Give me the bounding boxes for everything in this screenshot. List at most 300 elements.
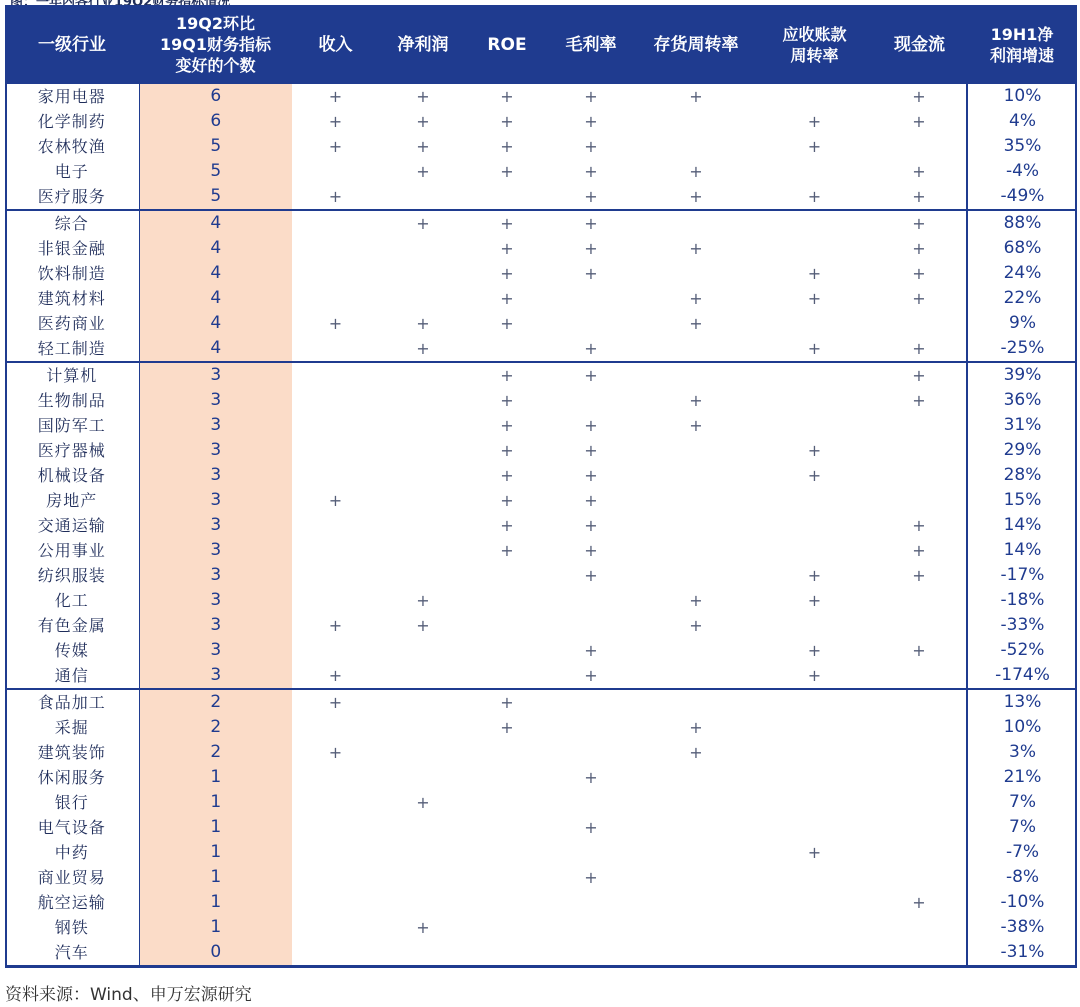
- ar-turnover-mark: [757, 865, 872, 890]
- inventory-turnover-mark: [635, 109, 757, 134]
- roe-mark: +: [500, 289, 514, 308]
- table-row: [5, 663, 1077, 689]
- table-row: [5, 840, 1077, 865]
- gross-margin-mark: +: [547, 362, 635, 388]
- col-header-improved-count-line2: 19Q1财务指标: [159, 35, 271, 54]
- industry-name: 纺织服装: [5, 563, 139, 588]
- improved-count: 4: [139, 336, 292, 362]
- net-profit-growth: 10%: [967, 715, 1077, 740]
- inventory-turnover-mark: +: [689, 289, 703, 308]
- cash-flow-mark: +: [912, 339, 926, 358]
- industry-name: 轻工制造: [5, 336, 139, 362]
- ar-turnover-mark: +: [807, 137, 822, 156]
- inventory-turnover-mark: +: [689, 416, 703, 435]
- roe-mark: [467, 663, 547, 689]
- cash-flow-mark: +: [912, 289, 926, 308]
- roe-mark: [467, 840, 547, 865]
- net-profit-mark: [379, 388, 467, 413]
- table-row: [5, 84, 1077, 109]
- table-row: [5, 413, 1077, 438]
- col-header-growth-line1: 19H1净: [990, 24, 1054, 44]
- industry-name: 公用事业: [5, 538, 139, 563]
- net-profit-mark: [379, 815, 467, 840]
- revenue-mark: [292, 815, 379, 840]
- roe-mark: [467, 336, 547, 362]
- roe-mark: +: [500, 718, 514, 737]
- roe-mark: +: [500, 137, 514, 156]
- net-profit-mark: [379, 715, 467, 740]
- cash-flow-mark: [872, 613, 967, 638]
- revenue-mark: +: [328, 743, 343, 762]
- ar-turnover-mark: [757, 915, 872, 940]
- roe-mark: [467, 815, 547, 840]
- industry-name: 采掘: [5, 715, 139, 740]
- revenue-mark: [292, 388, 379, 413]
- table-row: [5, 538, 1077, 563]
- improved-count: 3: [139, 513, 292, 538]
- net-profit-growth: 3%: [967, 740, 1077, 765]
- revenue-mark: [292, 840, 379, 865]
- improved-count: 1: [139, 890, 292, 915]
- net-profit-mark: [379, 840, 467, 865]
- cash-flow-mark: +: [912, 541, 926, 560]
- net-profit-growth: -8%: [967, 865, 1077, 890]
- net-profit-growth: 9%: [967, 311, 1077, 336]
- improved-count: 1: [139, 840, 292, 865]
- ar-turnover-mark: [757, 159, 872, 184]
- inventory-turnover-mark: +: [689, 87, 703, 106]
- cash-flow-mark: [872, 790, 967, 815]
- industry-name: 医疗服务: [5, 184, 139, 210]
- net-profit-mark: +: [416, 918, 430, 937]
- gross-margin-mark: +: [584, 112, 598, 131]
- roe-mark: +: [500, 112, 514, 131]
- net-profit-growth: 7%: [967, 790, 1077, 815]
- ar-turnover-mark: +: [807, 339, 822, 358]
- net-profit-growth: 21%: [967, 765, 1077, 790]
- cash-flow-mark: [872, 438, 967, 463]
- net-profit-mark: [379, 890, 467, 915]
- inventory-turnover-mark: +: [689, 391, 703, 410]
- gross-margin-mark: +: [584, 416, 598, 435]
- gross-margin-mark: +: [547, 210, 635, 236]
- improved-count: 3: [139, 413, 292, 438]
- table-header: [5, 5, 1077, 84]
- roe-mark: [467, 790, 547, 815]
- table-row: [5, 336, 1077, 362]
- revenue-mark: [292, 538, 379, 563]
- industry-name: 建筑材料: [5, 286, 139, 311]
- cash-flow-mark: +: [912, 516, 926, 535]
- net-profit-mark: [379, 538, 467, 563]
- improved-count: 5: [139, 159, 292, 184]
- improved-count: 5: [139, 184, 292, 210]
- improved-count: 1: [139, 815, 292, 840]
- net-profit-mark: [379, 463, 467, 488]
- inventory-turnover-mark: +: [689, 591, 703, 610]
- cash-flow-mark: [872, 413, 967, 438]
- industry-name: 汽车: [5, 940, 139, 967]
- ar-turnover-mark: [757, 689, 872, 715]
- net-profit-mark: +: [416, 591, 430, 610]
- inventory-turnover-mark: [635, 513, 757, 538]
- gross-margin-mark: [547, 588, 635, 613]
- gross-margin-mark: +: [584, 768, 598, 787]
- cash-flow-mark: [872, 865, 967, 890]
- net-profit-growth: -10%: [967, 890, 1077, 915]
- revenue-mark: [292, 159, 379, 184]
- financial-indicator-table: [5, 5, 1077, 968]
- gross-margin-mark: +: [584, 239, 598, 258]
- industry-name: 国防军工: [5, 413, 139, 438]
- industry-name: 家用电器: [5, 84, 139, 109]
- cash-flow-mark: [872, 463, 967, 488]
- revenue-mark: [292, 236, 379, 261]
- inventory-turnover-mark: [635, 563, 757, 588]
- revenue-mark: [292, 362, 379, 388]
- net-profit-growth: 4%: [967, 109, 1077, 134]
- industry-name: 综合: [5, 210, 139, 236]
- net-profit-mark: [379, 236, 467, 261]
- industry-name: 电子: [5, 159, 139, 184]
- net-profit-growth: -18%: [967, 588, 1077, 613]
- improved-count: 3: [139, 638, 292, 663]
- gross-margin-mark: +: [584, 339, 598, 358]
- col-header-revenue: 收入: [292, 5, 379, 84]
- roe-mark: +: [467, 689, 547, 715]
- improved-count: 3: [139, 563, 292, 588]
- inventory-turnover-mark: +: [689, 616, 703, 635]
- roe-mark: [467, 765, 547, 790]
- net-profit-growth: 22%: [967, 286, 1077, 311]
- cash-flow-mark: +: [912, 893, 926, 912]
- table-row: [5, 261, 1077, 286]
- cash-flow-mark: [872, 311, 967, 336]
- gross-margin-mark: +: [584, 137, 598, 156]
- roe-mark: [467, 184, 547, 210]
- inventory-turnover-mark: [635, 940, 757, 967]
- roe-mark: [467, 740, 547, 765]
- gross-margin-mark: +: [584, 187, 598, 206]
- revenue-mark: [292, 940, 379, 967]
- gross-margin-mark: [547, 890, 635, 915]
- table-row: [5, 588, 1077, 613]
- roe-mark: [467, 940, 547, 967]
- revenue-mark: [292, 915, 379, 940]
- ar-turnover-mark: +: [807, 441, 822, 460]
- inventory-turnover-mark: [635, 488, 757, 513]
- net-profit-growth: -38%: [967, 915, 1077, 940]
- gross-margin-mark: [547, 689, 635, 715]
- improved-count: 5: [139, 134, 292, 159]
- industry-name: 化工: [5, 588, 139, 613]
- table-row: [5, 563, 1077, 588]
- col-header-industry: 一级行业: [5, 5, 139, 84]
- table-row: [5, 109, 1077, 134]
- table-row: [5, 815, 1077, 840]
- inventory-turnover-mark: [635, 840, 757, 865]
- ar-turnover-mark: +: [807, 264, 822, 283]
- gross-margin-mark: +: [584, 516, 598, 535]
- col-header-improved-count-line1: 19Q2环比: [175, 14, 255, 33]
- net-profit-growth: -25%: [967, 336, 1077, 362]
- gross-margin-mark: +: [584, 666, 598, 685]
- roe-mark: +: [500, 264, 514, 283]
- ar-turnover-mark: +: [807, 591, 822, 610]
- industry-name: 中药: [5, 840, 139, 865]
- net-profit-growth: -33%: [967, 613, 1077, 638]
- industry-name: 银行: [5, 790, 139, 815]
- inventory-turnover-mark: [635, 438, 757, 463]
- net-profit-growth: 15%: [967, 488, 1077, 513]
- improved-count: 4: [139, 236, 292, 261]
- inventory-turnover-mark: [635, 261, 757, 286]
- inventory-turnover-mark: +: [689, 743, 703, 762]
- industry-name: 钢铁: [5, 915, 139, 940]
- table-row: [5, 940, 1077, 967]
- net-profit-mark: [379, 638, 467, 663]
- improved-count: 0: [139, 940, 292, 967]
- improved-count: 3: [139, 538, 292, 563]
- net-profit-growth: 14%: [967, 513, 1077, 538]
- gross-margin-mark: +: [584, 264, 598, 283]
- table-row: [5, 740, 1077, 765]
- cash-flow-mark: [872, 765, 967, 790]
- revenue-mark: +: [292, 689, 379, 715]
- revenue-mark: +: [328, 616, 343, 635]
- improved-count: 3: [139, 613, 292, 638]
- net-profit-mark: +: [416, 793, 430, 812]
- cash-flow-mark: +: [872, 362, 967, 388]
- inventory-turnover-mark: [635, 463, 757, 488]
- table-row: [5, 689, 1077, 715]
- industry-name: 计算机: [5, 362, 139, 388]
- industry-name: 医药商业: [5, 311, 139, 336]
- revenue-mark: [292, 865, 379, 890]
- inventory-turnover-mark: +: [689, 162, 703, 181]
- col-header-ar-turnover-line2: 周转率: [790, 45, 839, 65]
- revenue-mark: [292, 513, 379, 538]
- ar-turnover-mark: [757, 513, 872, 538]
- net-profit-mark: [379, 563, 467, 588]
- inventory-turnover-mark: [635, 865, 757, 890]
- revenue-mark: [292, 765, 379, 790]
- revenue-mark: [292, 563, 379, 588]
- roe-mark: +: [500, 162, 514, 181]
- revenue-mark: [292, 463, 379, 488]
- revenue-mark: [292, 261, 379, 286]
- roe-mark: +: [500, 466, 514, 485]
- net-profit-growth: 28%: [967, 463, 1077, 488]
- industry-name: 电气设备: [5, 815, 139, 840]
- table-row: [5, 362, 1077, 388]
- cash-flow-mark: +: [912, 87, 926, 106]
- revenue-mark: +: [328, 666, 343, 685]
- ar-turnover-mark: +: [807, 566, 822, 585]
- improved-count: 4: [139, 261, 292, 286]
- net-profit-mark: [379, 689, 467, 715]
- cash-flow-mark: [872, 915, 967, 940]
- inventory-turnover-mark: +: [689, 314, 703, 333]
- industry-name: 建筑装饰: [5, 740, 139, 765]
- gross-margin-mark: [547, 940, 635, 967]
- improved-count: 3: [139, 438, 292, 463]
- table-row: [5, 388, 1077, 413]
- table-row: [5, 134, 1077, 159]
- net-profit-growth: 88%: [967, 210, 1077, 236]
- table-row: [5, 865, 1077, 890]
- net-profit-mark: +: [416, 339, 430, 358]
- improved-count: 2: [139, 689, 292, 715]
- revenue-mark: [292, 890, 379, 915]
- ar-turnover-mark: [757, 236, 872, 261]
- industry-name: 航空运输: [5, 890, 139, 915]
- gross-margin-mark: +: [584, 641, 598, 660]
- inventory-turnover-mark: [635, 663, 757, 689]
- improved-count: 3: [139, 388, 292, 413]
- source-note: 资料来源：Wind、申万宏源研究: [5, 985, 252, 1005]
- gross-margin-mark: [547, 388, 635, 413]
- improved-count: 4: [139, 210, 292, 236]
- improved-count: 4: [139, 311, 292, 336]
- inventory-turnover-mark: +: [689, 239, 703, 258]
- industry-name: 休闲服务: [5, 765, 139, 790]
- industry-name: 有色金属: [5, 613, 139, 638]
- net-profit-mark: [379, 765, 467, 790]
- ar-turnover-mark: [757, 538, 872, 563]
- cash-flow-mark: [872, 715, 967, 740]
- net-profit-growth: -4%: [967, 159, 1077, 184]
- ar-turnover-mark: [757, 890, 872, 915]
- inventory-turnover-mark: +: [689, 718, 703, 737]
- industry-name: 农林牧渔: [5, 134, 139, 159]
- net-profit-growth: 7%: [967, 815, 1077, 840]
- inventory-turnover-mark: [635, 815, 757, 840]
- ar-turnover-mark: [757, 613, 872, 638]
- roe-mark: +: [500, 391, 514, 410]
- cash-flow-mark: [872, 740, 967, 765]
- gross-margin-mark: [547, 915, 635, 940]
- net-profit-mark: [379, 438, 467, 463]
- net-profit-mark: +: [416, 616, 430, 635]
- improved-count: 2: [139, 715, 292, 740]
- revenue-mark: [292, 638, 379, 663]
- inventory-turnover-mark: [635, 638, 757, 663]
- table-row: [5, 236, 1077, 261]
- col-header-improved-count-line3: 变好的个数: [175, 56, 256, 75]
- inventory-turnover-mark: [635, 362, 757, 388]
- table-row: [5, 210, 1077, 236]
- gross-margin-mark: +: [584, 541, 598, 560]
- net-profit-mark: [379, 663, 467, 689]
- improved-count: 4: [139, 286, 292, 311]
- col-header-growth-line2: 利润增速: [989, 45, 1054, 65]
- ar-turnover-mark: [757, 488, 872, 513]
- inventory-turnover-mark: [635, 790, 757, 815]
- roe-mark: +: [500, 87, 514, 106]
- improved-count: 1: [139, 865, 292, 890]
- gross-margin-mark: +: [584, 87, 598, 106]
- ar-turnover-mark: [757, 815, 872, 840]
- table-row: [5, 890, 1077, 915]
- improved-count: 6: [139, 84, 292, 109]
- table-body: [5, 84, 1077, 967]
- roe-mark: [467, 563, 547, 588]
- industry-name: 非银金融: [5, 236, 139, 261]
- cash-flow-mark: [872, 689, 967, 715]
- cash-flow-mark: +: [912, 239, 926, 258]
- col-header-ar-turnover-line1: 应收账款: [782, 24, 847, 44]
- roe-mark: +: [500, 416, 514, 435]
- industry-name: 通信: [5, 663, 139, 689]
- net-profit-mark: [379, 940, 467, 967]
- industry-name: 机械设备: [5, 463, 139, 488]
- net-profit-growth: -174%: [967, 663, 1077, 689]
- cash-flow-mark: [872, 663, 967, 689]
- ar-turnover-mark: [757, 740, 872, 765]
- improved-count: 3: [139, 362, 292, 388]
- roe-mark: +: [467, 210, 547, 236]
- roe-mark: +: [500, 314, 514, 333]
- net-profit-growth: -17%: [967, 563, 1077, 588]
- inventory-turnover-mark: [635, 538, 757, 563]
- gross-margin-mark: +: [584, 566, 598, 585]
- revenue-mark: [292, 790, 379, 815]
- ar-turnover-mark: +: [807, 666, 822, 685]
- revenue-mark: +: [328, 314, 343, 333]
- net-profit-growth: 39%: [967, 362, 1077, 388]
- table-row: [5, 915, 1077, 940]
- revenue-mark: [292, 210, 379, 236]
- revenue-mark: [292, 336, 379, 362]
- cash-flow-mark: [872, 815, 967, 840]
- table-row: [5, 488, 1077, 513]
- net-profit-mark: +: [379, 210, 467, 236]
- ar-turnover-mark: [757, 940, 872, 967]
- table-row: [5, 438, 1077, 463]
- table-row: [5, 286, 1077, 311]
- net-profit-mark: +: [416, 137, 430, 156]
- improved-count: 6: [139, 109, 292, 134]
- table-row: [5, 638, 1077, 663]
- roe-mark: [467, 865, 547, 890]
- col-header-inventory-turnover: 存货周转率: [635, 5, 757, 84]
- cash-flow-mark: +: [912, 162, 926, 181]
- net-profit-mark: [379, 362, 467, 388]
- industry-name: 生物制品: [5, 388, 139, 413]
- industry-name: 房地产: [5, 488, 139, 513]
- ar-turnover-mark: [757, 790, 872, 815]
- gross-margin-mark: +: [584, 162, 598, 181]
- improved-count: 3: [139, 463, 292, 488]
- gross-margin-mark: [547, 311, 635, 336]
- revenue-mark: [292, 413, 379, 438]
- revenue-mark: [292, 715, 379, 740]
- inventory-turnover-mark: [635, 134, 757, 159]
- gross-margin-mark: +: [584, 868, 598, 887]
- cash-flow-mark: +: [872, 210, 967, 236]
- revenue-mark: +: [328, 112, 343, 131]
- ar-turnover-mark: +: [807, 187, 822, 206]
- net-profit-growth: -52%: [967, 638, 1077, 663]
- industry-name: 食品加工: [5, 689, 139, 715]
- net-profit-growth: -31%: [967, 940, 1077, 967]
- cash-flow-mark: +: [912, 112, 926, 131]
- col-header-roe: ROE: [467, 5, 547, 84]
- roe-mark: +: [500, 491, 514, 510]
- ar-turnover-mark: [757, 311, 872, 336]
- table-row: [5, 790, 1077, 815]
